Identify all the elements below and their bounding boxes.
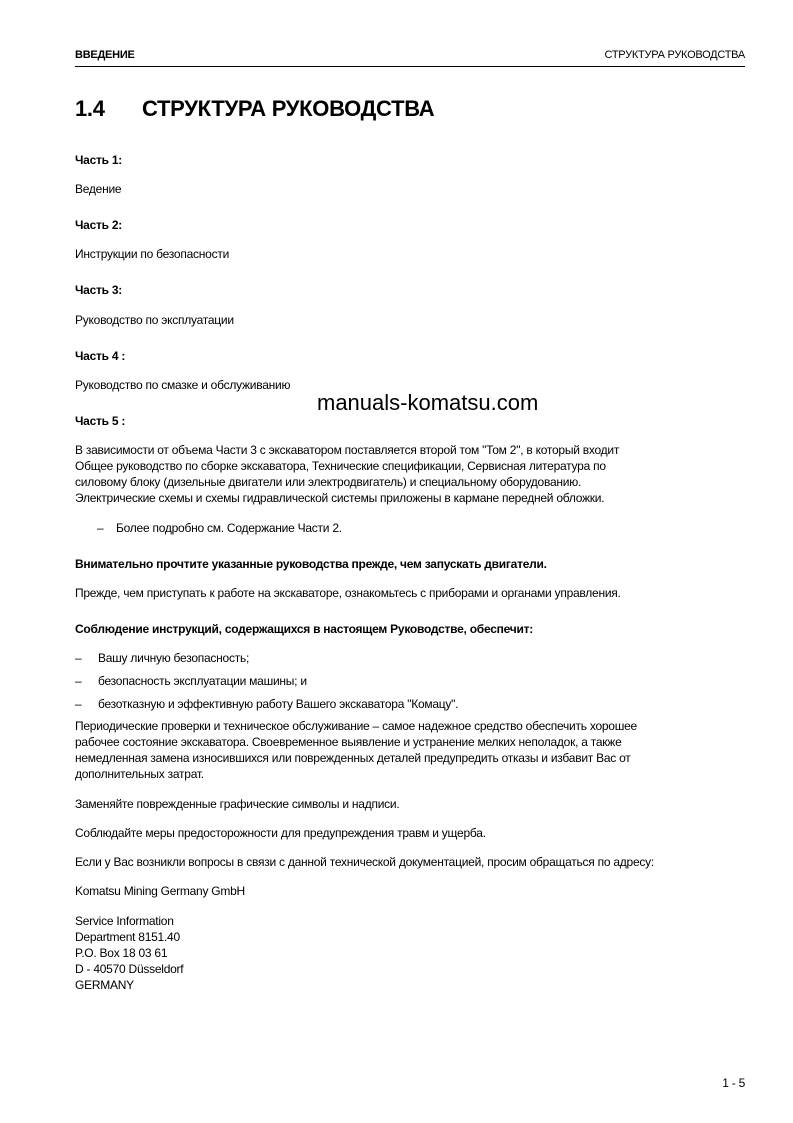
part-text: Руководство по эксплуатации	[75, 313, 234, 327]
paragraph-line: немедленная замена износившихся или поврежденных деталей предупредить отказы и избавит Вас от	[75, 751, 631, 765]
paragraph-line: силовому блоку (дизельные двигатели или электродвигатель) и специальному оборудованию.	[75, 475, 582, 489]
list-dash: –	[75, 697, 82, 711]
warning-heading: Внимательно прочтите указанные руководства прежде, чем запускать двигатели.	[75, 557, 547, 571]
header-rule	[75, 66, 745, 67]
list-dash: –	[75, 674, 82, 688]
address-line: D - 40570 Düsseldorf	[75, 962, 184, 976]
section-number: 1.4	[75, 96, 105, 121]
bullet-dash: –	[97, 521, 104, 535]
watermark: manuals-komatsu.com	[317, 390, 539, 415]
part-label: Часть 2:	[75, 218, 123, 232]
section-title: СТРУКТУРА РУКОВОДСТВА	[142, 96, 435, 121]
warning-text: Прежде, чем приступать к работе на экскаваторе, ознакомьтесь с приборами и органами управления.	[75, 586, 621, 600]
part-text: Ведение	[75, 182, 122, 196]
list-item: Вашу личную безопасность;	[98, 651, 250, 665]
paragraph-line: В зависимости от объема Части 3 с экскаватором поставляется второй том "Том 2", в который входит	[75, 443, 620, 457]
list-dash: –	[75, 651, 82, 665]
address-line: GERMANY	[75, 978, 134, 992]
precautions-text: Соблюдайте меры предосторожности для предупреждения травм и ущерба.	[75, 826, 486, 840]
page-title	[75, 96, 434, 122]
part-label: Часть 4 :	[75, 349, 126, 363]
page-number: 1 - 5	[722, 1076, 745, 1090]
questions-text: Если у Вас возникли вопросы в связи с данной технической документацией, просим обращаться по адресу:	[75, 855, 654, 869]
paragraph-line: Общее руководство по сборке экскаватора, Технические спецификации, Сервисная литература по	[75, 459, 606, 473]
part-text: Инструкции по безопасности	[75, 247, 230, 261]
company-name: Komatsu Mining Germany GmbH	[75, 884, 245, 898]
paragraph-line: рабочее состояние экскаватора. Своевременное выявление и устранение мелких неполадок, а также	[75, 735, 622, 749]
address-line: Service Information	[75, 914, 174, 928]
part-label: Часть 1:	[75, 153, 123, 167]
compliance-heading: Соблюдение инструкций, содержащихся в настоящем Руководстве, обеспечит:	[75, 622, 533, 636]
part-text: Руководство по смазке и обслуживанию	[75, 378, 291, 392]
part-label: Часть 3:	[75, 283, 123, 297]
bullet-text: Более подробно см. Содержание Части 2.	[116, 521, 342, 535]
paragraph-line: дополнительных затрат.	[75, 767, 204, 781]
replace-symbols-text: Заменяйте поврежденные графические символы и надписи.	[75, 797, 400, 811]
list-item: безопасность эксплуатации машины; и	[98, 674, 307, 688]
paragraph-line: Электрические схемы и схемы гидравлической системы приложены в кармане передней обложки.	[75, 491, 605, 505]
header-section: ВВЕДЕНИЕ	[75, 49, 135, 61]
part-label: Часть 5 :	[75, 414, 126, 428]
list-item: безотказную и эффективную работу Вашего экскаватора "Комацу".	[98, 697, 459, 711]
address-line: P.O. Box 18 03 61	[75, 946, 168, 960]
address-line: Department 8151.40	[75, 930, 180, 944]
header-chapter-title: СТРУКТУРА РУКОВОДСТВА	[604, 49, 745, 61]
paragraph-line: Периодические проверки и техническое обслуживание – самое надежное средство обеспечить хорошее	[75, 719, 637, 733]
